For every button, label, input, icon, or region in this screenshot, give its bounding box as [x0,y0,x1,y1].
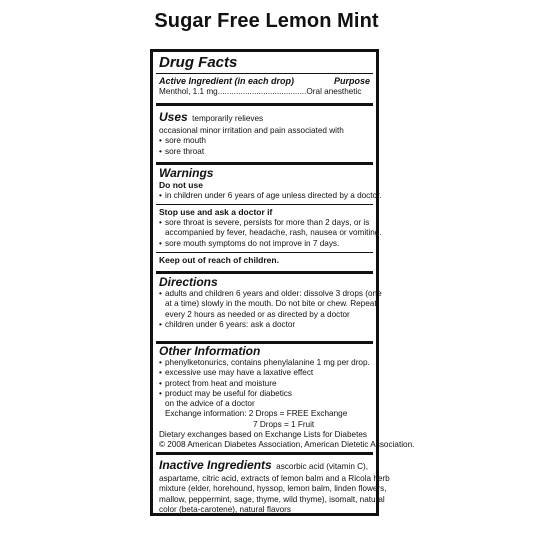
inactive-line: aspartame, citric acid, extracts of lemon balm and a Ricola herb [159,474,390,483]
active-ingredient-line: Menthol, 1.1 mg.......................................Oral anesthetic [159,87,362,96]
divider [156,103,373,106]
inactive-ingredients-heading: Inactive Ingredients [159,458,272,472]
other-information-section [153,344,415,451]
divider [156,204,373,205]
copyright-note: © 2008 American Diabetes Association, American Dietetic Association. [159,440,415,450]
drug-facts-panel [150,49,415,516]
do-not-use-label: Do not use [159,180,203,190]
inactive-line: ascorbic acid (vitamin C), [276,462,369,471]
other-information-heading: Other Information [159,344,261,358]
uses-line: occasional minor irritation and pain associated with [159,126,344,135]
other-item-cont: on the advice of a doctor [165,399,255,409]
active-ingredient-label: Active Ingredient (in each drop) [159,76,295,86]
directions-section [153,275,382,330]
stop-use-section [153,207,382,249]
drug-facts-header [153,54,376,71]
other-item: • excessive use may have a laxative effect [159,368,370,378]
inactive-line: mallow, peppermint, sage, thyme, wild thyme), isomalt, natural [159,494,385,504]
uses-item: • sore throat [159,147,370,157]
stop-use-label: Stop use and ask a doctor if [159,207,273,217]
dietary-note: Dietary exchanges based on Exchange Lists for Diabetes [159,430,367,440]
directions-item-cont: every 2 hours as needed or as directed by a doctor [165,309,350,319]
other-item: • protect from heat and moisture [159,379,370,389]
active-ingredient-section [153,76,376,97]
product-title: Sugar Free Lemon Mint [154,10,379,32]
divider [156,252,373,253]
uses-heading: Uses [159,110,188,124]
stop-use-item: • sore throat is severe, persists for more than 2 days, or is [159,218,370,228]
exchange-info: Exchange information: 2 Drops = FREE Exchange [165,409,348,419]
uses-item: • sore mouth [159,136,370,146]
stop-use-item-cont: accompanied by fever, headache, rash, nausea or vomiting. [165,228,382,238]
stop-use-item: • sore mouth symptoms do not improve in 7 days. [159,239,370,249]
directions-item-cont: at a time) slowly in the mouth. Do not bite or chew. Repeat [165,299,377,309]
drug-facts-heading: Drug Facts [159,54,238,71]
keep-out-section [153,255,376,266]
directions-item: • children under 6 years: ask a doctor [159,320,370,330]
directions-item: • adults and children 6 years and older: dissolve 3 drops (one [159,289,370,299]
do-not-use-item: • in children under 6 years of age unless directed by a doctor. [159,191,370,201]
inactive-line: mixture (elder, horehound, hyssop, lemon balm, linden flowers, [159,484,387,494]
directions-heading: Directions [159,275,218,289]
uses-section [153,108,376,157]
uses-intro: temporarily relieves [192,114,264,123]
purpose-label: Purpose [333,76,370,86]
warnings-section [153,166,382,201]
divider [156,162,373,165]
divider [156,452,373,455]
keep-out-text: Keep out of reach of children. [159,255,279,265]
other-item: • product may be useful for diabetics [159,389,370,399]
warnings-heading: Warnings [159,166,214,180]
divider [156,73,373,74]
exchange-info-fruit: 7 Drops = 1 Fruit [253,419,315,429]
divider [156,271,373,274]
inactive-ingredients-section [153,456,390,515]
other-item: • phenylketonurics, contains phenylalanine 1 mg per drop. [159,358,370,368]
inactive-line: color (beta-carotene), natural flavors [159,504,291,514]
